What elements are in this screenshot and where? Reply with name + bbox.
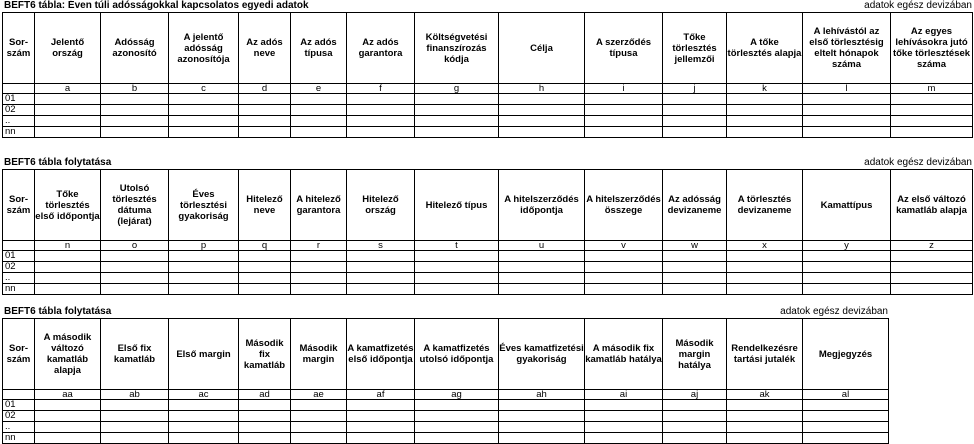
table-cell[interactable] — [499, 433, 585, 444]
table-cell[interactable] — [169, 273, 239, 284]
table-cell[interactable] — [663, 433, 727, 444]
table-cell[interactable] — [803, 262, 891, 273]
table-cell[interactable] — [499, 284, 585, 295]
row-number: 01 — [3, 94, 35, 105]
table-cell[interactable] — [663, 105, 727, 116]
data-table-2 — [2, 169, 973, 295]
table-cell[interactable] — [169, 94, 239, 105]
table-cell[interactable] — [101, 433, 169, 444]
table-cell[interactable] — [663, 251, 727, 262]
table-cell[interactable] — [499, 251, 585, 262]
column-letter — [3, 390, 35, 400]
table-cell[interactable] — [291, 251, 347, 262]
table-cell[interactable] — [663, 127, 727, 138]
column-letter: s — [347, 241, 415, 251]
row-number: 01 — [3, 400, 35, 411]
table-row — [3, 411, 889, 422]
table-cell[interactable] — [585, 411, 663, 422]
table-row — [3, 273, 973, 284]
column-header: A törlesztés devizaneme — [727, 170, 803, 241]
table-cell[interactable] — [239, 262, 291, 273]
table-cell[interactable] — [415, 251, 499, 262]
table-cell[interactable] — [727, 284, 803, 295]
table-cell[interactable] — [239, 105, 291, 116]
row-number: 01 — [3, 251, 35, 262]
table-cell[interactable] — [499, 400, 585, 411]
table-cell[interactable] — [803, 273, 891, 284]
table-cell[interactable] — [803, 116, 891, 127]
column-letter: t — [415, 241, 499, 251]
column-header: Hitelező ország — [347, 170, 415, 241]
table-block-3 — [2, 306, 889, 444]
row-number: .. — [3, 422, 35, 433]
column-header: Az adós neve — [239, 13, 291, 84]
column-header: Az adós típusa — [291, 13, 347, 84]
row-number: nn — [3, 127, 35, 138]
table-cell[interactable] — [169, 262, 239, 273]
table-cell[interactable] — [415, 273, 499, 284]
table-cell[interactable] — [347, 433, 415, 444]
column-header: Éves kamatfizetési gyakoriság — [499, 319, 585, 390]
table-cell[interactable] — [499, 127, 585, 138]
table-cell[interactable] — [291, 273, 347, 284]
table-cell[interactable] — [727, 127, 803, 138]
table-cell[interactable] — [415, 116, 499, 127]
column-header: Hitelező típus — [415, 170, 499, 241]
column-letter: r — [291, 241, 347, 251]
table-cell[interactable] — [347, 94, 415, 105]
table-cell[interactable] — [35, 273, 101, 284]
column-letter: n — [35, 241, 101, 251]
table-cell[interactable] — [347, 284, 415, 295]
table-block-2 — [2, 157, 973, 295]
column-letter: ah — [499, 390, 585, 400]
table-cell[interactable] — [291, 116, 347, 127]
table-cell[interactable] — [499, 105, 585, 116]
table-cell[interactable] — [291, 262, 347, 273]
table-cell[interactable] — [35, 400, 101, 411]
table-cell[interactable] — [499, 262, 585, 273]
column-letter: k — [727, 84, 803, 94]
table-cell[interactable] — [347, 422, 415, 433]
table-cell[interactable] — [347, 273, 415, 284]
column-letter: w — [663, 241, 727, 251]
column-header: Tőke törlesztés első időpontja — [35, 170, 101, 241]
column-letter: d — [239, 84, 291, 94]
table-cell[interactable] — [585, 251, 663, 262]
column-letter: y — [803, 241, 891, 251]
table-cell[interactable] — [101, 251, 169, 262]
row-number: .. — [3, 273, 35, 284]
table-cell[interactable] — [239, 433, 291, 444]
row-number: nn — [3, 284, 35, 295]
table-cell[interactable] — [499, 422, 585, 433]
table-cell[interactable] — [35, 116, 101, 127]
column-header: A tőke törlesztés alapja — [727, 13, 803, 84]
table-cell[interactable] — [239, 116, 291, 127]
table-row — [3, 284, 973, 295]
column-letter: e — [291, 84, 347, 94]
table-cell[interactable] — [101, 105, 169, 116]
table-cell[interactable] — [35, 262, 101, 273]
table-cell[interactable] — [239, 400, 291, 411]
table-cell[interactable] — [803, 433, 889, 444]
column-header: Második margin — [291, 319, 347, 390]
table-cell[interactable] — [415, 284, 499, 295]
column-letter: c — [169, 84, 239, 94]
row-number: 02 — [3, 105, 35, 116]
table-cell[interactable] — [585, 105, 663, 116]
data-table-1 — [2, 12, 973, 138]
column-header: Megjegyzés — [803, 319, 889, 390]
table-cell[interactable] — [727, 262, 803, 273]
table-cell[interactable] — [727, 94, 803, 105]
table-cell[interactable] — [585, 284, 663, 295]
column-letter: ab — [101, 390, 169, 400]
column-header: Második fix kamatláb — [239, 319, 291, 390]
table-cell[interactable] — [415, 105, 499, 116]
table-row — [3, 127, 973, 138]
table-cell[interactable] — [35, 251, 101, 262]
table-row — [3, 251, 973, 262]
table-cell[interactable] — [347, 400, 415, 411]
column-letter: ae — [291, 390, 347, 400]
column-letter: u — [499, 241, 585, 251]
table-cell[interactable] — [585, 433, 663, 444]
column-letter: m — [891, 84, 973, 94]
column-letter: ak — [727, 390, 803, 400]
table-cell[interactable] — [101, 127, 169, 138]
table-cell[interactable] — [585, 116, 663, 127]
table-cell[interactable] — [803, 105, 891, 116]
column-letter: g — [415, 84, 499, 94]
table-cell[interactable] — [291, 422, 347, 433]
column-header: Második margin hatálya — [663, 319, 727, 390]
table-title-bar — [2, 0, 972, 12]
column-header: A hitelező garantora — [291, 170, 347, 241]
table-cell[interactable] — [415, 433, 499, 444]
column-letter-row — [3, 84, 973, 94]
table-cell[interactable] — [663, 411, 727, 422]
table-cell[interactable] — [101, 411, 169, 422]
table-cell[interactable] — [35, 433, 101, 444]
table-cell[interactable] — [727, 273, 803, 284]
column-header: Rendelkezésre tartási jutalék — [727, 319, 803, 390]
column-letter: q — [239, 241, 291, 251]
table-cell[interactable] — [803, 422, 889, 433]
column-letter: b — [101, 84, 169, 94]
table-cell[interactable] — [101, 284, 169, 295]
table-cell[interactable] — [101, 273, 169, 284]
column-letter — [3, 84, 35, 94]
table-row — [3, 422, 889, 433]
table-cell[interactable] — [585, 422, 663, 433]
table-cell[interactable] — [727, 251, 803, 262]
table-cell[interactable] — [803, 251, 891, 262]
table-cell[interactable] — [499, 116, 585, 127]
column-letter: j — [663, 84, 727, 94]
column-header: Kamattípus — [803, 170, 891, 241]
table-title: BEFT6 tábla: Éven túli adósságokkal kapcsolatos egyedi adatok — [4, 0, 309, 11]
table-cell[interactable] — [169, 251, 239, 262]
column-letter-row — [3, 390, 889, 400]
row-number: 02 — [3, 262, 35, 273]
table-cell[interactable] — [169, 422, 239, 433]
column-letter: p — [169, 241, 239, 251]
table-cell[interactable] — [585, 273, 663, 284]
table-cell[interactable] — [891, 94, 973, 105]
table-cell[interactable] — [415, 422, 499, 433]
table-cell[interactable] — [239, 251, 291, 262]
column-header: Első margin — [169, 319, 239, 390]
column-header: Hitelező neve — [239, 170, 291, 241]
table-cell[interactable] — [239, 273, 291, 284]
column-header: Jelentő ország — [35, 13, 101, 84]
row-number: .. — [3, 116, 35, 127]
table-cell[interactable] — [347, 105, 415, 116]
table-cell[interactable] — [891, 262, 973, 273]
table-cell[interactable] — [35, 411, 101, 422]
header-row — [3, 13, 973, 84]
table-cell[interactable] — [499, 94, 585, 105]
table-cell[interactable] — [101, 94, 169, 105]
table-cell[interactable] — [239, 127, 291, 138]
table-cell[interactable] — [803, 94, 891, 105]
table-cell[interactable] — [347, 411, 415, 422]
table-cell[interactable] — [727, 105, 803, 116]
table-cell[interactable] — [291, 284, 347, 295]
column-letter-row — [3, 241, 973, 251]
column-header: Az adósság devizaneme — [663, 170, 727, 241]
table-cell[interactable] — [291, 400, 347, 411]
column-letter: i — [585, 84, 663, 94]
table-cell[interactable] — [35, 284, 101, 295]
column-letter: ai — [585, 390, 663, 400]
table-cell[interactable] — [415, 411, 499, 422]
column-letter: v — [585, 241, 663, 251]
column-letter: ad — [239, 390, 291, 400]
column-header: Első fix kamatláb — [101, 319, 169, 390]
column-header: Sor-szám — [3, 13, 35, 84]
table-cell[interactable] — [239, 411, 291, 422]
table-cell[interactable] — [803, 127, 891, 138]
table-cell[interactable] — [891, 251, 973, 262]
column-header: Az adós garantora — [347, 13, 415, 84]
table-cell[interactable] — [499, 273, 585, 284]
table-cell[interactable] — [291, 127, 347, 138]
table-cell[interactable] — [727, 116, 803, 127]
table-cell[interactable] — [35, 94, 101, 105]
table-row — [3, 400, 889, 411]
column-letter: a — [35, 84, 101, 94]
table-block-1 — [2, 0, 973, 138]
column-header: A kamatfizetés utolsó időpontja — [415, 319, 499, 390]
table-cell[interactable] — [169, 284, 239, 295]
table-cell[interactable] — [291, 94, 347, 105]
column-header: Tőke törlesztés jellemzői — [663, 13, 727, 84]
column-letter — [3, 241, 35, 251]
table-cell[interactable] — [663, 422, 727, 433]
table-cell[interactable] — [239, 284, 291, 295]
table-cell[interactable] — [727, 433, 803, 444]
column-letter: h — [499, 84, 585, 94]
table-cell[interactable] — [415, 262, 499, 273]
table-cell[interactable] — [891, 284, 973, 295]
table-cell[interactable] — [499, 411, 585, 422]
column-letter: o — [101, 241, 169, 251]
column-header: Célja — [499, 13, 585, 84]
table-cell[interactable] — [239, 94, 291, 105]
column-header: A második fix kamatláb hatálya — [585, 319, 663, 390]
column-header: A szerződés típusa — [585, 13, 663, 84]
table-cell[interactable] — [101, 422, 169, 433]
column-letter: f — [347, 84, 415, 94]
column-letter: x — [727, 241, 803, 251]
table-cell[interactable] — [347, 262, 415, 273]
table-cell[interactable] — [803, 400, 889, 411]
table-title-bar — [2, 306, 888, 318]
table-cell[interactable] — [169, 105, 239, 116]
table-title: BEFT6 tábla folytatása — [4, 306, 112, 317]
column-header: A hitelszerződés időpontja — [499, 170, 585, 241]
column-header: Az első változó kamatláb alapja — [891, 170, 973, 241]
table-row — [3, 262, 973, 273]
table-cell[interactable] — [727, 400, 803, 411]
column-letter: af — [347, 390, 415, 400]
column-header: A lehívástól az első törlesztésig eltelt hónapok száma — [803, 13, 891, 84]
column-header: Adósság azonosító — [101, 13, 169, 84]
table-cell[interactable] — [101, 400, 169, 411]
header-row — [3, 170, 973, 241]
data-table-3 — [2, 318, 889, 444]
table-cell[interactable] — [169, 127, 239, 138]
table-cell[interactable] — [35, 105, 101, 116]
table-cell[interactable] — [35, 422, 101, 433]
table-row — [3, 94, 973, 105]
table-cell[interactable] — [663, 273, 727, 284]
column-header: Költségvetési finanszírozás kódja — [415, 13, 499, 84]
table-cell[interactable] — [585, 94, 663, 105]
table-cell[interactable] — [727, 411, 803, 422]
table-cell[interactable] — [347, 127, 415, 138]
table-cell[interactable] — [101, 116, 169, 127]
unit-note: adatok egész devizában — [780, 306, 888, 317]
table-cell[interactable] — [803, 411, 889, 422]
table-cell[interactable] — [169, 400, 239, 411]
table-row — [3, 105, 973, 116]
column-header: A jelentő adósság azonosítója — [169, 13, 239, 84]
column-header: Az egyes lehívásokra jutó tőke törlesztések száma — [891, 13, 973, 84]
table-cell[interactable] — [663, 400, 727, 411]
table-cell[interactable] — [727, 422, 803, 433]
column-letter: ac — [169, 390, 239, 400]
column-letter: ag — [415, 390, 499, 400]
table-cell[interactable] — [415, 127, 499, 138]
table-cell[interactable] — [35, 127, 101, 138]
table-cell[interactable] — [291, 411, 347, 422]
table-cell[interactable] — [585, 262, 663, 273]
table-cell[interactable] — [291, 105, 347, 116]
table-cell[interactable] — [101, 262, 169, 273]
table-cell[interactable] — [169, 116, 239, 127]
header-row — [3, 319, 889, 390]
table-cell[interactable] — [663, 116, 727, 127]
column-header: Utolsó törlesztés dátuma (lejárat) — [101, 170, 169, 241]
table-cell[interactable] — [891, 116, 973, 127]
column-header: Éves törlesztési gyakoriság — [169, 170, 239, 241]
table-cell[interactable] — [803, 284, 891, 295]
table-cell[interactable] — [585, 127, 663, 138]
table-title: BEFT6 tábla folytatása — [4, 157, 112, 168]
table-cell[interactable] — [169, 433, 239, 444]
table-row — [3, 433, 889, 444]
column-letter: al — [803, 390, 889, 400]
table-cell[interactable] — [239, 422, 291, 433]
table-title-bar — [2, 157, 972, 169]
column-letter: z — [891, 241, 973, 251]
column-header: Sor-szám — [3, 319, 35, 390]
table-cell[interactable] — [415, 400, 499, 411]
column-header: A hitelszerződés összege — [585, 170, 663, 241]
table-cell[interactable] — [891, 273, 973, 284]
row-number: nn — [3, 433, 35, 444]
column-letter: aj — [663, 390, 727, 400]
table-cell[interactable] — [291, 433, 347, 444]
column-letter: aa — [35, 390, 101, 400]
table-cell[interactable] — [585, 400, 663, 411]
table-cell[interactable] — [663, 262, 727, 273]
column-header: A második változó kamatláb alapja — [35, 319, 101, 390]
column-header: Sor-szám — [3, 170, 35, 241]
column-letter: l — [803, 84, 891, 94]
row-number: 02 — [3, 411, 35, 422]
column-header: A kamatfizetés első időpontja — [347, 319, 415, 390]
table-row — [3, 116, 973, 127]
unit-note: adatok egész devizában — [864, 157, 972, 168]
table-cell[interactable] — [891, 105, 973, 116]
table-cell[interactable] — [169, 411, 239, 422]
table-cell[interactable] — [347, 116, 415, 127]
table-cell[interactable] — [415, 94, 499, 105]
unit-note: adatok egész devizában — [864, 0, 972, 11]
table-cell[interactable] — [663, 94, 727, 105]
table-cell[interactable] — [891, 127, 973, 138]
table-cell[interactable] — [347, 251, 415, 262]
table-cell[interactable] — [663, 284, 727, 295]
